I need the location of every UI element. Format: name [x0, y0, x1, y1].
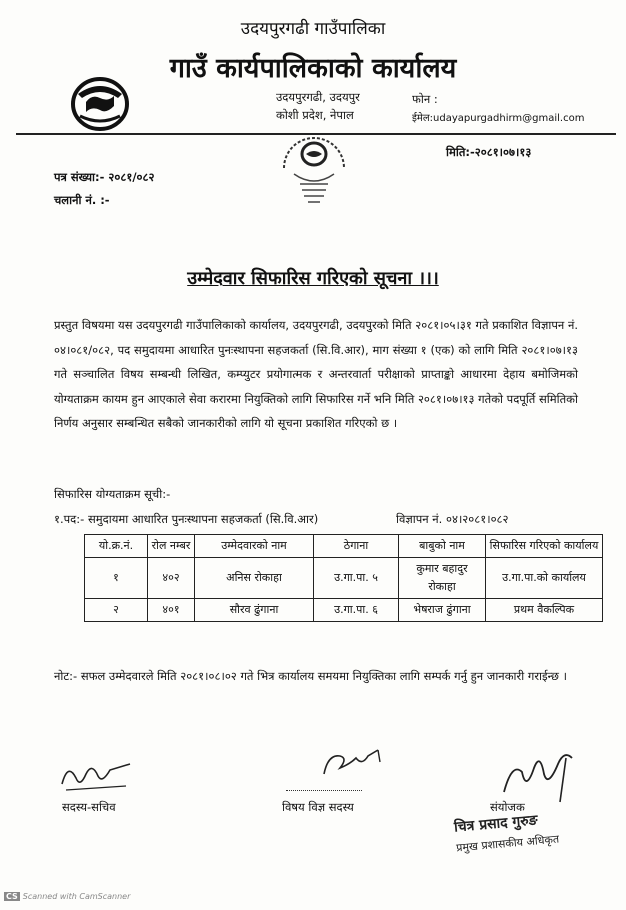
address-line-2: कोशी प्रदेश, नेपाल	[276, 108, 354, 122]
table-cell: प्रथम वैकल्पिक	[486, 599, 603, 622]
table-cell: अनिस रोकाहा	[195, 558, 314, 599]
chalani-number: चलानी नं. :-	[54, 193, 110, 207]
table-row	[85, 558, 603, 599]
signature-middle-line	[286, 790, 362, 791]
table-header: यो.क्र.नं.	[85, 535, 148, 558]
office-name: गाउँ कार्यपालिकाको कार्यालय	[169, 53, 457, 84]
table-cell: उ.गा.पा. ६	[314, 599, 399, 622]
signature-middle-label: विषय विज्ञ सदस्य	[282, 800, 354, 814]
table-cell: ४०१	[148, 599, 195, 622]
table-cell: सौरव ढुंगाना	[195, 599, 314, 622]
email-row	[412, 110, 584, 124]
email-label: ईमेल:	[412, 113, 434, 124]
table-header: सिफारिस गरिएको कार्यालय	[486, 535, 603, 558]
emblem-logo	[68, 72, 132, 132]
note: नोट:- सफल उम्मेदवारले मिति २०८१।०८।०२ गते भित्र कार्यालय समयमा नियुक्तिका लागि सम्पर्क गर्नु हुन जानकारी गराईन्छ ।	[54, 669, 568, 683]
signature-left-label: सदस्य-सचिव	[62, 800, 116, 814]
signature-right-title: संयोजक	[490, 800, 525, 814]
body-paragraph: प्रस्तुत विषयमा यस उदयपुरगढी गाउँपालिकाको कार्यालय, उदयपुरगढी, उदयपुरको मिति २०८१।०५।३१ गते प्रकाशित विज्ञापन नं. ०४।०८१/०८२, पद समुदायमा आधारित पुनःस्थापना सहजकर्ता (सि.वि.आर), माग संख्या १ (एक) को लागि मिति २०८१।०७।१३ गते सञ्चालित विषय सम्बन्धी लिखित, कम्प्युटर प्रयोगात्मक र अन्तरवार्ता परीक्षाको प्राप्ताङ्को आधारमा देहाय बमोजिमको योग्यताक्रम कायम हुन आएकाले सेवा करारमा नियुक्तिको लागि सिफारिस गर्ने भनि मिति २०८१।०७।१३ गतेको पदपूर्ति समितिको निर्णय अनुसार सम्बन्धित सबैको जानकारीको लागि यो सूचना प्रकाशित गरिएको छ ।	[54, 318, 578, 430]
scanner-badge: CS	[6, 892, 18, 901]
notice-title-text: उम्मेदवार सिफारिस गरिएको सूचना ।।।	[187, 268, 439, 289]
email-address[interactable]: udayapurgadhirm@gmail.com	[433, 113, 585, 124]
patra-sankhya: पत्र संख्या:- २०८१/०८२	[54, 170, 155, 184]
table-cell: २	[85, 599, 148, 622]
signature-right-role: प्रमुख प्रशासकीय अधिकृत	[455, 832, 560, 855]
signature-left	[56, 756, 140, 796]
list-heading: सिफारिस योग्यताक्रम सूची:-	[54, 487, 171, 501]
table-cell: उ.गा.पा. ५	[314, 558, 399, 599]
letter-date: मिति:-२०८१।०७।१३	[446, 145, 532, 159]
vigyapan-line: विज्ञापन नं. ०४।२०८१।०८२	[396, 512, 509, 526]
municipality-name: उदयपुरगढी गाउँपालिका	[240, 19, 386, 39]
signature-middle	[318, 744, 388, 788]
table-header: बाबुको नाम	[399, 535, 486, 558]
scanner-text: Scanned with CamScanner	[22, 892, 131, 901]
table-header: रोल नम्बर	[148, 535, 195, 558]
signature-right-name: चित्र प्रसाद गुरुङ	[453, 812, 539, 836]
phone-label: फोन :	[412, 92, 438, 106]
table-cell: भेषराज ढुंगाना	[399, 599, 486, 622]
table-cell: उ.गा.पा.को कार्यालय	[486, 558, 603, 599]
table-row	[85, 599, 603, 622]
scanner-watermark	[4, 892, 130, 901]
table-cell: ४०२	[148, 558, 195, 599]
post-line: १.पद:- समुदायमा आधारित पुनःस्थापना सहजकर्ता (सि.वि.आर)	[54, 512, 319, 526]
office-seal	[266, 128, 362, 210]
table-header: ठेगाना	[314, 535, 399, 558]
table-cell: कुमार बहादुर रोकाहा	[399, 558, 486, 599]
notice-title	[0, 266, 626, 290]
recommendation-table	[84, 534, 603, 622]
table-cell: १	[85, 558, 148, 599]
table-header-row	[85, 535, 603, 558]
address-line-1: उदयपुरगढी, उदयपुर	[276, 90, 360, 104]
table-header: उम्मेदवारको नाम	[195, 535, 314, 558]
